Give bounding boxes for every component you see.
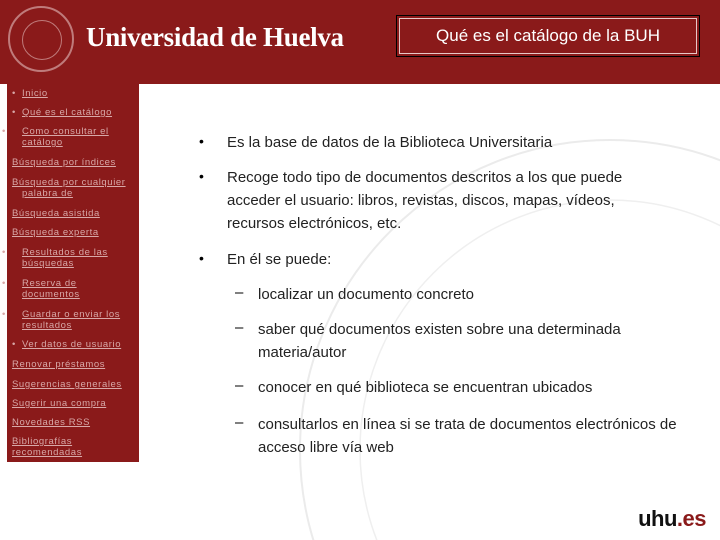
content-subitem: saber qué documentos existen sobre una determinada materia/autor [258,321,621,361]
page-title-box [396,15,700,57]
uhu-logo[interactable] [638,506,706,532]
content-subitem: localizar un documento concreto [258,286,474,303]
sidebar-item-bibliografias[interactable]: Bibliografías recomendadas [12,436,83,458]
sidebar-item-inicio[interactable]: • Inicio [12,88,48,99]
sidebar-item-renovar[interactable]: Renovar préstamos [12,359,106,370]
page-title: Qué es el catálogo de la BUH [436,26,660,45]
sidebar-item-sugerencias[interactable]: Sugerencias generales [12,379,122,390]
dash-marker: – [235,319,244,336]
sidebar-item-busqueda-indices[interactable]: Búsqueda por índices [12,157,116,168]
sidebar-item-resultados[interactable]: • Resultados de las búsquedas [2,247,108,269]
uhu-logo-main: uhu [638,506,677,531]
header-watermark [60,0,72,84]
content-subitem: conocer en qué biblioteca se encuentran ubicados [258,379,593,396]
sidebar-item-rss[interactable]: Novedades RSS [12,417,91,428]
content-bullet: Recoge todo tipo de documentos descritos a los que puede acceder el usuario: libros, revistas, discos, mapas, vídeos, recursos electrónicos, etc. [227,169,623,232]
sidebar-item-como-consultar[interactable]: • Como consultar el catálogo [2,126,109,148]
dash-marker: – [235,284,244,301]
sidebar-item-busqueda-experta[interactable]: Búsqueda experta [12,227,99,238]
bullet-marker: • [199,133,204,149]
bullet-marker: • [199,168,204,184]
sidebar-item-que-es[interactable]: • Qué es el catálogo [12,107,113,118]
sidebar-item-sugerir-compra[interactable]: Sugerir una compra [12,398,107,409]
bullet-marker: • [199,250,204,266]
sidebar-item-busqueda-asistida[interactable]: Búsqueda asistida [12,208,100,219]
sidebar-item-ver-datos[interactable]: • Ver datos de usuario [12,339,122,350]
sidebar-item-reserva[interactable]: • Reserva de documentos [2,278,80,300]
sidebar-item-busqueda-palabra[interactable]: Búsqueda por cualquier palabra de [12,177,126,199]
content-subitem: consultarlos en línea si se trata de documentos electrónicos de acceso libre vía web [258,416,677,456]
content-bullet: En él se puede: [227,251,332,268]
uhu-logo-suffix: .es [676,506,706,531]
dash-marker: – [235,377,244,394]
content-bullet: Es la base de datos de la Biblioteca Universitaria [227,134,553,151]
sidebar-item-guardar[interactable]: • Guardar o enviar los resultados [2,309,121,331]
university-logo[interactable]: Universidad de Huelva [86,22,344,52]
dash-marker: – [235,414,244,431]
header-banner [0,0,720,84]
